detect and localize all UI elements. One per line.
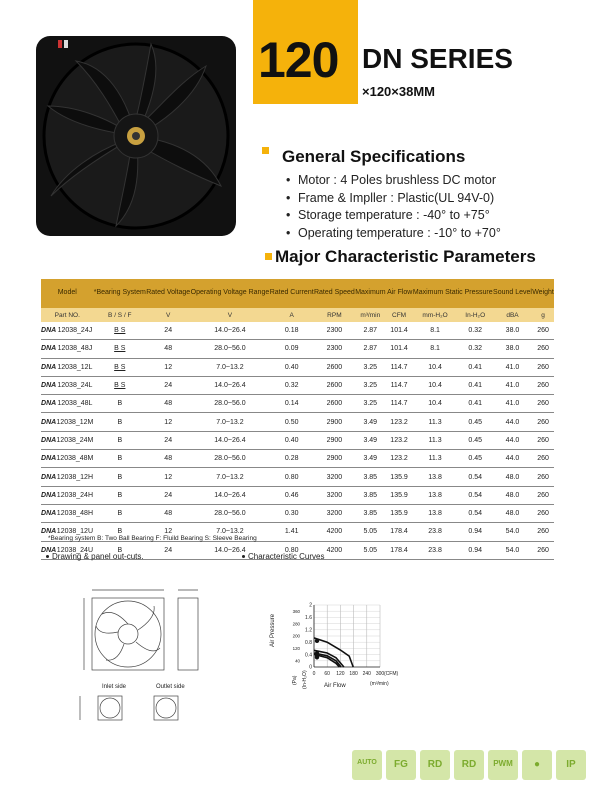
table-cell: 123.2 (386, 413, 413, 431)
table-cell: 1.41 (270, 523, 314, 541)
table-row (41, 322, 554, 340)
table-cell: 12038_12H (56, 468, 93, 486)
table-cell: 28.0~56.0 (190, 340, 269, 358)
table-cell: 2900 (314, 413, 355, 431)
table-cell: 2600 (314, 358, 355, 376)
drawing-label-text: Drawing & panel out-cuts. (52, 552, 144, 561)
table-cell: 44.0 (493, 450, 532, 468)
table-cell: 0.32 (270, 376, 314, 394)
rd-alarm-icon (454, 750, 484, 780)
badge-text: RD (461, 759, 477, 770)
table-cell: 3200 (314, 468, 355, 486)
ip-rating-icon (556, 750, 586, 780)
table-cell: 260 (532, 413, 554, 431)
table-cell: 3.49 (355, 431, 386, 449)
table-cell: 12038_24H (56, 486, 93, 504)
table-cell: B (94, 395, 147, 413)
table-cell: DNA (41, 376, 56, 394)
y-tick-label-pa: 120 (292, 646, 300, 652)
table-cell: DNA (41, 523, 56, 541)
table-cell: 260 (532, 322, 554, 340)
table-row (41, 504, 554, 522)
feature-badges (352, 750, 584, 786)
x-tick-label: 240 (362, 671, 371, 677)
table-cell: 12038_24M (56, 431, 93, 449)
table-cell: B (94, 450, 147, 468)
table-header-row (41, 279, 554, 308)
table-cell: 114.7 (386, 376, 413, 394)
x-tick-label: 120 (336, 671, 345, 677)
table-cell: 3.85 (355, 468, 386, 486)
table-row (41, 431, 554, 449)
col-sound: Sound Level (493, 279, 532, 308)
table-cell: 135.9 (386, 468, 413, 486)
table-row (41, 340, 554, 358)
table-cell: DNA (41, 450, 56, 468)
unit-cell: V (146, 308, 190, 322)
col-current: Rated Current (270, 279, 314, 308)
table-cell: DNA (41, 395, 56, 413)
table-cell: 8.1 (413, 340, 458, 358)
table-cell: DNA (41, 340, 56, 358)
table-cell: 0.32 (458, 340, 493, 358)
table-cell: 260 (532, 541, 554, 559)
table-cell: 23.8 (413, 523, 458, 541)
table-cell: 123.2 (386, 431, 413, 449)
y-axis-label: Air Pressure (270, 613, 276, 647)
table-cell: 48 (146, 340, 190, 358)
table-cell: 0.41 (458, 376, 493, 394)
table-cell: 2900 (314, 431, 355, 449)
unit-cell: dBA (493, 308, 532, 322)
curve-marker (315, 639, 319, 643)
table-cell: DNA (41, 504, 56, 522)
table-cell: 41.0 (493, 358, 532, 376)
unit-cell: CFM (386, 308, 413, 322)
table-cell: B (94, 431, 147, 449)
table-cell: 44.0 (493, 431, 532, 449)
table-cell: 8.1 (413, 322, 458, 340)
curves-label-text: Characteristic Curves (248, 552, 325, 561)
fan-product-image (36, 36, 236, 236)
table-cell: 0.94 (458, 541, 493, 559)
table-cell: 0.40 (270, 431, 314, 449)
table-cell: 48 (146, 504, 190, 522)
table-cell: 24 (146, 431, 190, 449)
table-cell: 0.14 (270, 395, 314, 413)
col-voltage: Rated Voltage (146, 279, 190, 308)
table-cell: 0.41 (458, 395, 493, 413)
x-tick-label: 60 (324, 671, 330, 677)
col-model: Model (41, 279, 94, 308)
table-row (41, 376, 554, 394)
table-cell: 0.18 (270, 322, 314, 340)
parameters-table (41, 279, 554, 560)
table-cell: 12038_24L (56, 376, 93, 394)
table-cell: 0.80 (270, 468, 314, 486)
table-cell: 24 (146, 486, 190, 504)
fan-impeller-outline (95, 601, 161, 667)
series-name: DN SERIES (362, 43, 513, 74)
rd-signal-icon (420, 750, 450, 780)
table-cell: 178.4 (386, 523, 413, 541)
table-cell: 41.0 (493, 376, 532, 394)
table-cell: 48.0 (493, 468, 532, 486)
table-cell: 48 (146, 395, 190, 413)
table-cell: 14.0~26.4 (190, 541, 269, 559)
table-cell: 24 (146, 322, 190, 340)
table-cell: DNA (41, 322, 56, 340)
table-cell: 0.45 (458, 450, 493, 468)
badge-text: FG (394, 759, 408, 770)
table-cell: 48.0 (493, 486, 532, 504)
table-cell: 41.0 (493, 395, 532, 413)
table-cell: B S (94, 376, 147, 394)
spec-item: • Motor : 4 Poles brushless DC motor (286, 173, 501, 191)
table-cell: 54.0 (493, 523, 532, 541)
table-cell: 14.0~26.4 (190, 431, 269, 449)
table-cell: B (94, 413, 147, 431)
y-tick-label-inh2o: 2 (309, 602, 312, 609)
table-cell: 5.05 (355, 541, 386, 559)
general-spec-title: General Specifications (282, 147, 466, 166)
unit-cell: mm-H₂O (413, 308, 458, 322)
bullet-square (265, 253, 272, 260)
table-cell: 5.05 (355, 523, 386, 541)
y-unit2-label: (In-H₂O) (302, 670, 308, 689)
y-tick-label-pa: 280 (292, 621, 300, 627)
table-cell: 48 (146, 450, 190, 468)
x-unit2-label: (m³/min) (370, 681, 389, 687)
unit-cell: Part NO. (41, 308, 94, 322)
table-cell: 11.3 (413, 413, 458, 431)
table-cell: 10.4 (413, 395, 458, 413)
table-cell: 12038_12L (56, 358, 93, 376)
unit-cell: g (532, 308, 554, 322)
auto-restart-icon (352, 750, 382, 780)
x-tick-label: 180 (349, 671, 358, 677)
table-cell: 0.54 (458, 486, 493, 504)
pwm-control-icon (488, 750, 518, 780)
table-cell: 123.2 (386, 450, 413, 468)
major-params-title: Major Characteristic Parameters (275, 247, 536, 266)
unit-cell: In-H₂O (458, 308, 493, 322)
table-cell: 3200 (314, 486, 355, 504)
table-cell: 2300 (314, 322, 355, 340)
table-row (41, 468, 554, 486)
table-cell: 0.54 (458, 504, 493, 522)
badge-text: PWM (493, 759, 513, 768)
table-cell: 13.8 (413, 504, 458, 522)
table-cell: 4200 (314, 523, 355, 541)
table-cell: DNA (41, 541, 56, 559)
table-cell: 260 (532, 358, 554, 376)
table-cell: 4200 (314, 541, 355, 559)
table-cell: 260 (532, 431, 554, 449)
bearing-note: *Bearing system B: Two Ball Bearing F: Fluild Bearing S: Sleeve Bearing (48, 535, 257, 542)
table-cell: 114.7 (386, 395, 413, 413)
table-cell: 12038_48L (56, 395, 93, 413)
spec-item: • Storage temperature : -40° to +75° (286, 208, 501, 226)
table-cell: 7.0~13.2 (190, 523, 269, 541)
inlet-side-label: Inlet side (102, 684, 127, 690)
table-cell: 10.4 (413, 358, 458, 376)
fan-frame-outline (92, 598, 164, 670)
table-cell: 12 (146, 468, 190, 486)
y-tick-label-inh2o: 0.8 (305, 639, 312, 646)
table-cell: 24 (146, 541, 190, 559)
table-cell: 23.8 (413, 541, 458, 559)
table-cell: 2.87 (355, 340, 386, 358)
table-cell: 12 (146, 358, 190, 376)
table-cell: 135.9 (386, 486, 413, 504)
table-cell: 0.28 (270, 450, 314, 468)
table-body (41, 322, 554, 559)
table-cell: 44.0 (493, 413, 532, 431)
y-tick-label-inh2o: 1.6 (305, 615, 312, 622)
table-cell: DNA (41, 468, 56, 486)
x-unit-label: (CFM) (384, 671, 399, 677)
table-cell: 0.45 (458, 413, 493, 431)
table-cell: 13.8 (413, 486, 458, 504)
table-cell: 24 (146, 376, 190, 394)
table-cell: B (94, 504, 147, 522)
badge-text: AUTO (357, 759, 377, 766)
table-cell: 10.4 (413, 376, 458, 394)
y-tick-label-pa: 200 (292, 633, 300, 639)
characteristic-chart (262, 595, 422, 715)
table-cell: 260 (532, 486, 554, 504)
table-cell: 14.0~26.4 (190, 322, 269, 340)
table-cell: 114.7 (386, 358, 413, 376)
table-cell: 0.80 (270, 541, 314, 559)
table-cell: B S (94, 340, 147, 358)
curves-section-label (242, 552, 324, 561)
table-cell: B (94, 486, 147, 504)
table-units-row (41, 308, 554, 322)
col-speed: Rated Speed (314, 279, 355, 308)
table-cell: 12 (146, 523, 190, 541)
temperature-sensor-icon (522, 750, 552, 780)
table-cell: 28.0~56.0 (190, 395, 269, 413)
table-cell: 101.4 (386, 340, 413, 358)
table-cell: 7.0~13.2 (190, 358, 269, 376)
table-cell: B S (94, 322, 147, 340)
table-cell: 135.9 (386, 504, 413, 522)
table-cell: DNA (41, 431, 56, 449)
drawing-section-label (46, 552, 144, 561)
table-cell: 2300 (314, 340, 355, 358)
curve-marker (315, 655, 319, 659)
table-cell: 12038_48H (56, 504, 93, 522)
series-dimensions: ×120×38MM (362, 84, 435, 99)
fg-signal-icon (386, 750, 416, 780)
col-weight: Weight (532, 279, 554, 308)
unit-cell: m³/min (355, 308, 386, 322)
table-cell: 260 (532, 340, 554, 358)
table-cell: 3.85 (355, 504, 386, 522)
table-cell: DNA (41, 358, 56, 376)
table-row (41, 486, 554, 504)
unit-cell: RPM (314, 308, 355, 322)
table-cell: B (94, 541, 147, 559)
bullet-dot (242, 555, 245, 558)
table-cell: 260 (532, 523, 554, 541)
table-cell: DNA (41, 413, 56, 431)
table-cell: 260 (532, 395, 554, 413)
table-cell: 0.50 (270, 413, 314, 431)
col-voltage-range: Operating Voltage Range (190, 279, 269, 308)
series-number: 120 (258, 32, 339, 88)
x-tick-label: 300 (375, 671, 385, 677)
table-cell: 14.0~26.4 (190, 376, 269, 394)
table-cell: 38.0 (493, 322, 532, 340)
table-cell: B S (94, 358, 147, 376)
general-spec-list (286, 173, 501, 243)
x-axis-label: Air Flow (324, 683, 346, 689)
table-cell: 2600 (314, 395, 355, 413)
table-cell: 0.09 (270, 340, 314, 358)
table-cell: 101.4 (386, 322, 413, 340)
spec-item: • Operating temperature : -10° to +70° (286, 226, 501, 244)
table-cell: 13.8 (413, 468, 458, 486)
table-cell: 0.45 (458, 431, 493, 449)
badge-text: RD (427, 759, 443, 770)
table-cell: 3200 (314, 504, 355, 522)
table-cell: 12 (146, 413, 190, 431)
table-cell: DNA (41, 486, 56, 504)
unit-cell: B / S / F (94, 308, 147, 322)
table-cell: 14.0~26.4 (190, 486, 269, 504)
table-cell: 12038_12M (56, 413, 93, 431)
table-cell: 0.32 (458, 322, 493, 340)
table-cell: 0.54 (458, 468, 493, 486)
table-cell: 0.30 (270, 504, 314, 522)
table-cell: 3.49 (355, 450, 386, 468)
table-row (41, 358, 554, 376)
table-row (41, 450, 554, 468)
table-cell: 11.3 (413, 450, 458, 468)
y-tick-label-pa: 40 (295, 658, 300, 664)
y-tick-label-inh2o: 1.2 (305, 627, 312, 634)
table-cell: 12038_24U (56, 541, 93, 559)
table-cell: 28.0~56.0 (190, 450, 269, 468)
table-cell: 28.0~56.0 (190, 504, 269, 522)
table-cell: 0.41 (458, 358, 493, 376)
table-cell: 12038_24J (56, 322, 93, 340)
col-pressure: Maximum Static Pressure (413, 279, 493, 308)
bullet-square (262, 147, 269, 154)
table-cell: 3.85 (355, 486, 386, 504)
y-tick-label-pa: 360 (292, 608, 300, 614)
table-cell: 48.0 (493, 504, 532, 522)
col-bearing: *Bearing System (94, 279, 147, 308)
table-cell: 0.94 (458, 523, 493, 541)
table-cell: 260 (532, 450, 554, 468)
table-row (41, 395, 554, 413)
badge-text: IP (566, 759, 576, 770)
outlet-side-label: Outlet side (156, 684, 185, 690)
table-cell: 12038_12U (56, 523, 93, 541)
table-cell: 11.3 (413, 431, 458, 449)
unit-cell: V (190, 308, 269, 322)
table-cell: B (94, 523, 147, 541)
table-cell: 12038_48J (56, 340, 93, 358)
unit-cell: A (270, 308, 314, 322)
table-cell: 3.25 (355, 395, 386, 413)
table-cell: 54.0 (493, 541, 532, 559)
table-cell: 260 (532, 504, 554, 522)
table-cell: 2900 (314, 450, 355, 468)
dimension-drawing (74, 578, 224, 738)
table-cell: 3.25 (355, 358, 386, 376)
y-tick-label-inh2o: 0.4 (305, 652, 312, 659)
table-cell: 3.25 (355, 376, 386, 394)
table-cell: 7.0~13.2 (190, 413, 269, 431)
table-cell: 260 (532, 376, 554, 394)
table-cell: 2.87 (355, 322, 386, 340)
table-cell: 38.0 (493, 340, 532, 358)
table-cell: 260 (532, 468, 554, 486)
table-cell: 12038_48M (56, 450, 93, 468)
bullet-dot (46, 555, 49, 558)
table-cell: 178.4 (386, 541, 413, 559)
y-tick-label-inh2o: 0 (309, 664, 312, 671)
table-cell: 2600 (314, 376, 355, 394)
drop-glyph: ● (533, 759, 541, 770)
x-tick-label: 0 (312, 671, 316, 677)
table-cell: 3.49 (355, 413, 386, 431)
table-cell: B (94, 468, 147, 486)
table-cell: 7.0~13.2 (190, 468, 269, 486)
table-cell: 0.40 (270, 358, 314, 376)
y-unit-label: (Pa) (292, 675, 298, 685)
table-row (41, 413, 554, 431)
table-cell: 0.46 (270, 486, 314, 504)
col-airflow: Maximum Air Flow (355, 279, 413, 308)
spec-item: • Frame & Impller : Plastic(UL 94V-0) (286, 191, 501, 209)
